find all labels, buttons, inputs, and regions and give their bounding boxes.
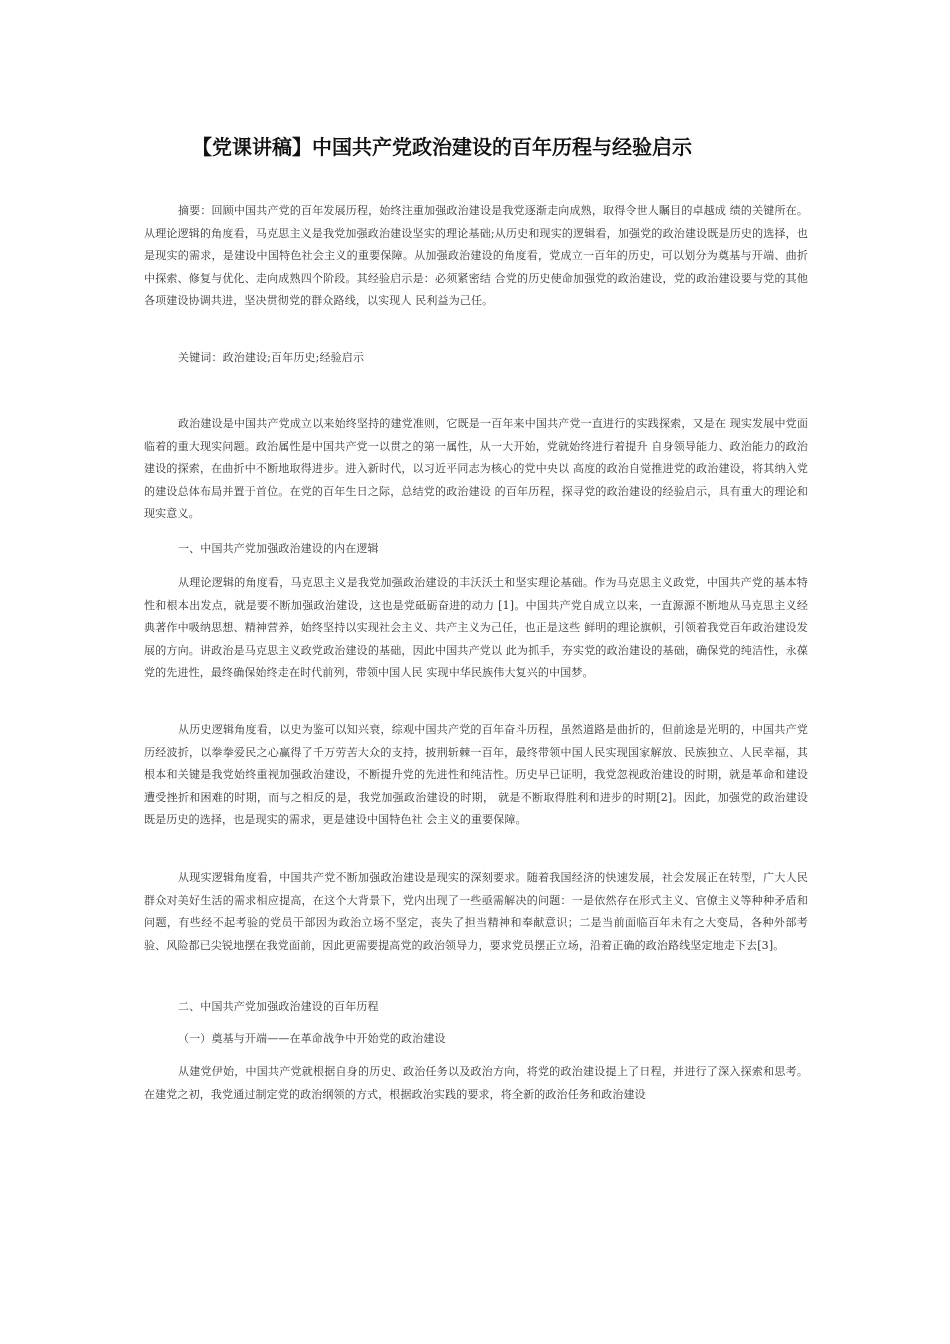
section-heading-2: 二、中国共产党加强政治建设的百年历程: [178, 1000, 379, 1013]
history-logic-paragraph: 从历史逻辑角度看，以史为鉴可以知兴衰，综观中国共产党的百年奋斗历程，虽然道路是曲折的，但前途是光明的，中国共产党历经波折，以拳拳爱民之心赢得了千万劳苦大众的支持，披荆斩棘一百年，最终带领中国人民实现国家解放、民族独立、人民幸福，其根本和关键是我党始终重视加强政治建设，不断提升党的先进性和纯洁性。历史早已证明，我党忽视政治建设的时期，就是革命和建设遭受挫折和困难的时期，而与之相反的是，我党加强政治建设的时期， 就是不断取得胜利和进步的时期[2]。因此，加强党的政治建设既是历史的选择，也是现实的需求，更是建设中国特色社 会主义的重要保障。: [144, 723, 808, 827]
subsection-heading-1: （一）奠基与开端——在革命战争中开始党的政治建设: [178, 1032, 446, 1045]
abstract-paragraph: 摘要：回顾中国共产党的百年发展历程，始终注重加强政治建设是我党逐渐走向成熟，取得令世人瞩目的卓越成 绩的关键所在。从理论逻辑的角度看，马克思主义是我党加强政治建设坚实的理论基础;从历史和现实的逻辑看，加强党的政治建设既是历史的选择，也是现实的需求，是建设中国特色社会主义的重要保障。从加强政治建设的角度看，党成立一百年的历史，可以划分为奠基与开端、曲折中探索、修复与优化、走向成熟四个阶段。其经验启示是：必须紧密结 合党的历史使命加强党的政治建设，党的政治建设要与党的其他各项建设协调共进，坚决贯彻党的群众路线，以实现人 民利益为己任。: [144, 204, 808, 308]
keywords-line: 关键词：政治建设;百年历史;经验启示: [178, 351, 365, 364]
section-heading-1: 一、中国共产党加强政治建设的内在逻辑: [178, 542, 379, 555]
intro-paragraph: 政治建设是中国共产党成立以来始终坚持的建党准则，它既是一百年来中国共产党一直进行的实践探索，又是在 现实发展中党面临着的重大现实问题。政治属性是中国共产党一以贯之的第一属性，从一大开始，党就始终进行着提升 自身领导能力、政治能力的政治建设的探索，在曲折中不断地取得进步。进入新时代，以习近平同志为核心的党中央以 高度的政治自觉推进党的政治建设，将其纳入党的建设总体布局并置于首位。在党的百年生日之际，总结党的政治建设 的百年历程，探寻党的政治建设的经验启示，具有重大的理论和现实意义。: [144, 417, 808, 521]
page-title: 【党课讲稿】中国共产党政治建设的百年历程与经验启示: [192, 135, 692, 159]
founding-paragraph: 从建党伊始，中国共产党就根据自身的历史、政治任务以及政治方向，将党的政治建设提上了日程，并进行了深入探索和思考。在建党之初，我党通过制定党的政治纲领的方式，根据政治实践的要求，将全新的政治任务和政治建设: [144, 1065, 808, 1101]
theory-logic-paragraph: 从理论逻辑的角度看，马克思主义是我党加强政治建设的丰沃沃土和坚实理论基础。作为马克思主义政党，中国共产党的基本特性和根本出发点，就是要不断加强政治建设，这也是党砥砺奋进的动力 [1]。中国共产党自成立以来，一直源源不断地从马克思主义经典著作中吸纳思想、精神营养，始终坚持以实现社会主义、共产主义为己任，也正是这些 鲜明的理论旗帜，引领着我党百年政治建设发展的方向。讲政治是马克思主义政党政治建设的基础，因此中国共产党以 此为抓手，夯实党的政治建设的基础，确保党的纯洁性，永葆党的先进性，最终确保始终走在时代前列，带领中国人民 实现中华民族伟大复兴的中国梦。: [144, 576, 808, 680]
reality-logic-paragraph: 从现实逻辑角度看，中国共产党不断加强政治建设是现实的深刻要求。随着我国经济的快速发展，社会发展正在转型，广大人民群众对美好生活的需求相应提高，在这个大背景下，党内出现了一些亟需解决的问题：一是依然存在形式主义、官僚主义等种种矛盾和问题，有些经不起考验的党员干部因为政治立场不坚定，丧失了担当精神和奉献意识；二是当前面临百年未有之大变局，各种外部考验、风险都已尖锐地摆在我党面前，因此更需要提高党的政治领导力，要求党员摆正立场，沿着正确的政治路线坚定地走下去[3]。: [144, 871, 808, 952]
